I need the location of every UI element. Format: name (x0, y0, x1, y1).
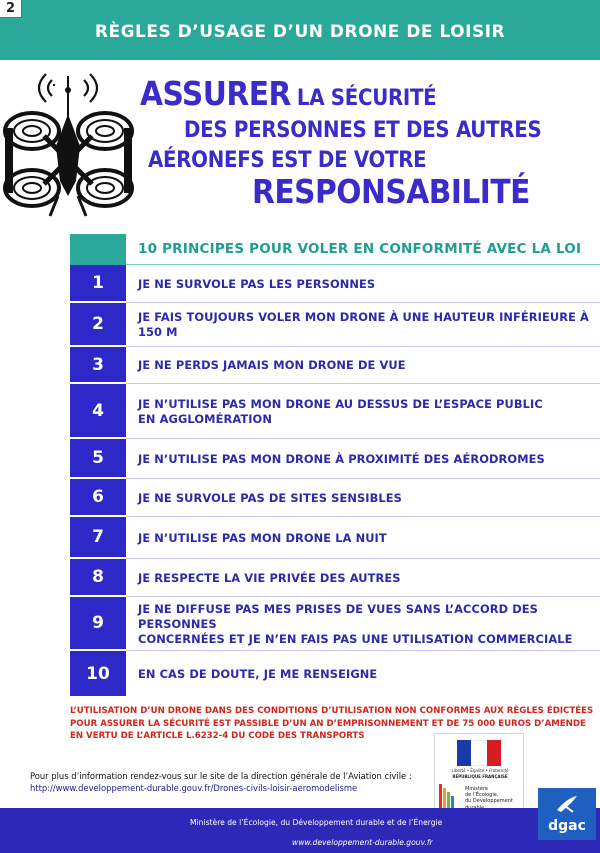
rule-text-line: JE NE DIFFUSE PAS MES PRISES DE VUES SANS L’ACCORD DES PERSONNES (138, 601, 538, 631)
rule-row (70, 303, 600, 347)
rule-row (70, 559, 600, 597)
page-number-badge: 2 (0, 0, 22, 18)
rule-number: 10 (70, 651, 126, 698)
headline-line-3: AÉRONEFS EST DE VOTRE (148, 148, 427, 173)
rule-row (70, 265, 600, 303)
headline-line-4: RESPONSABILITÉ (252, 172, 530, 211)
rule-row (70, 479, 600, 517)
republic-motto: Liberté • Égalité • Fraternité (451, 768, 509, 773)
ministry-name: Ministère de l’Écologie, du Développement (465, 786, 513, 805)
rule-number: 1 (70, 265, 126, 303)
legal-line: EN VERTU DE L’ARTICLE L.6232-4 DU CODE DES TRANSPORTS (70, 731, 365, 741)
rule-text-line: JE FAIS TOUJOURS VOLER MON DRONE À UNE HAUTEUR INFÉRIEURE À 150 M (138, 310, 589, 339)
rule-row (70, 517, 600, 559)
rule-text (138, 265, 598, 303)
footer-band (0, 808, 600, 853)
rule-number: 3 (70, 347, 126, 384)
rule-text (138, 479, 598, 517)
rule-number: 5 (70, 439, 126, 479)
more-info-link[interactable]: http://www.developpement-durable.gouv.fr/Drones-civils-loisir-aeromodelisme (30, 783, 358, 793)
rule-text-line: JE NE SURVOLE PAS LES PERSONNES (138, 276, 376, 291)
more-info-text: Pour plus d’information rendez-vous sur le site de la direction générale de l’Aviation civile : (30, 771, 412, 781)
header-teal-cell (70, 234, 126, 265)
rule-row (70, 597, 600, 651)
rule-text (138, 559, 598, 597)
rule-text (138, 597, 598, 651)
rule-text-line: JE NE PERDS JAMAIS MON DRONE DE VUE (138, 358, 406, 372)
more-info (30, 770, 450, 794)
rule-text (138, 651, 598, 698)
republic-name: RÉPUBLIQUE FRANÇAISE (452, 774, 508, 779)
rule-text-line: EN CAS DE DOUTE, JE ME RENSEIGNE (138, 667, 378, 681)
rules-table-header (70, 234, 600, 265)
footer-site-link[interactable]: www.developpement-durable.gouv.fr (292, 838, 433, 847)
rule-text-line: CONCERNÉES ET JE N’EN FAIS PAS UNE UTILISATION COMMERCIALE (138, 631, 573, 646)
rule-text (138, 347, 598, 384)
headline-line-1 (140, 74, 436, 113)
french-flag-icon (457, 740, 501, 766)
rule-text-line: EN AGGLOMÉRATION (138, 411, 272, 426)
rule-text-line: JE N’UTILISE PAS MON DRONE À PROXIMITÉ DES AÉRODROMES (138, 451, 545, 466)
dgac-logo (538, 788, 596, 840)
rule-number: 2 (70, 303, 126, 347)
headline-line-2: DES PERSONNES ET DES AUTRES (184, 118, 542, 143)
rule-text-line: JE N’UTILISE PAS MON DRONE AU DESSUS DE L’ESPACE PUBLIC (138, 396, 543, 411)
rule-text-line: JE NE SURVOLE PAS DE SITES SENSIBLES (138, 490, 402, 505)
rules-table (70, 234, 600, 698)
rule-row (70, 651, 600, 698)
dgac-label: dgac (548, 818, 586, 834)
rule-row (70, 384, 600, 439)
rules-table-heading: 10 PRINCIPES POUR VOLER EN CONFORMITÉ AVEC LA LOI (138, 241, 582, 257)
rule-text (138, 517, 598, 559)
footer-ministry: Ministère de l’Écologie, du Développement durable et de l’Énergie (190, 818, 443, 827)
rule-row (70, 347, 600, 384)
rule-text (138, 384, 598, 439)
rule-row (70, 439, 600, 479)
plane-icon (555, 794, 579, 816)
headline-securite: LA SÉCURITÉ (296, 86, 437, 111)
drone-icon (2, 66, 137, 224)
rule-text (138, 303, 598, 347)
rule-text-line: JE N’UTILISE PAS MON DRONE LA NUIT (138, 530, 387, 545)
rule-number: 7 (70, 517, 126, 559)
legal-line: L’UTILISATION D’UN DRONE DANS DES CONDITIONS D’UTILISATION NON CONFORMES AUX RÈGLES ÉDICTÉES (70, 706, 594, 716)
rule-text (138, 439, 598, 479)
rule-number: 8 (70, 559, 126, 597)
header-band (0, 0, 600, 60)
rule-text-line: JE RESPECTE LA VIE PRIVÉE DES AUTRES (138, 570, 401, 585)
rule-number: 4 (70, 384, 126, 439)
headline-assurer: ASSURER (140, 74, 291, 113)
rule-number: 9 (70, 597, 126, 651)
legal-line: POUR ASSURER LA SÉCURITÉ EST PASSIBLE D’UN AN D’EMPRISONNEMENT ET DE 75 000 EUROS D’AMENDE (70, 718, 586, 729)
rule-number: 6 (70, 479, 126, 517)
header-title: RÈGLES D’USAGE D’UN DRONE DE LOISIR (94, 22, 506, 42)
